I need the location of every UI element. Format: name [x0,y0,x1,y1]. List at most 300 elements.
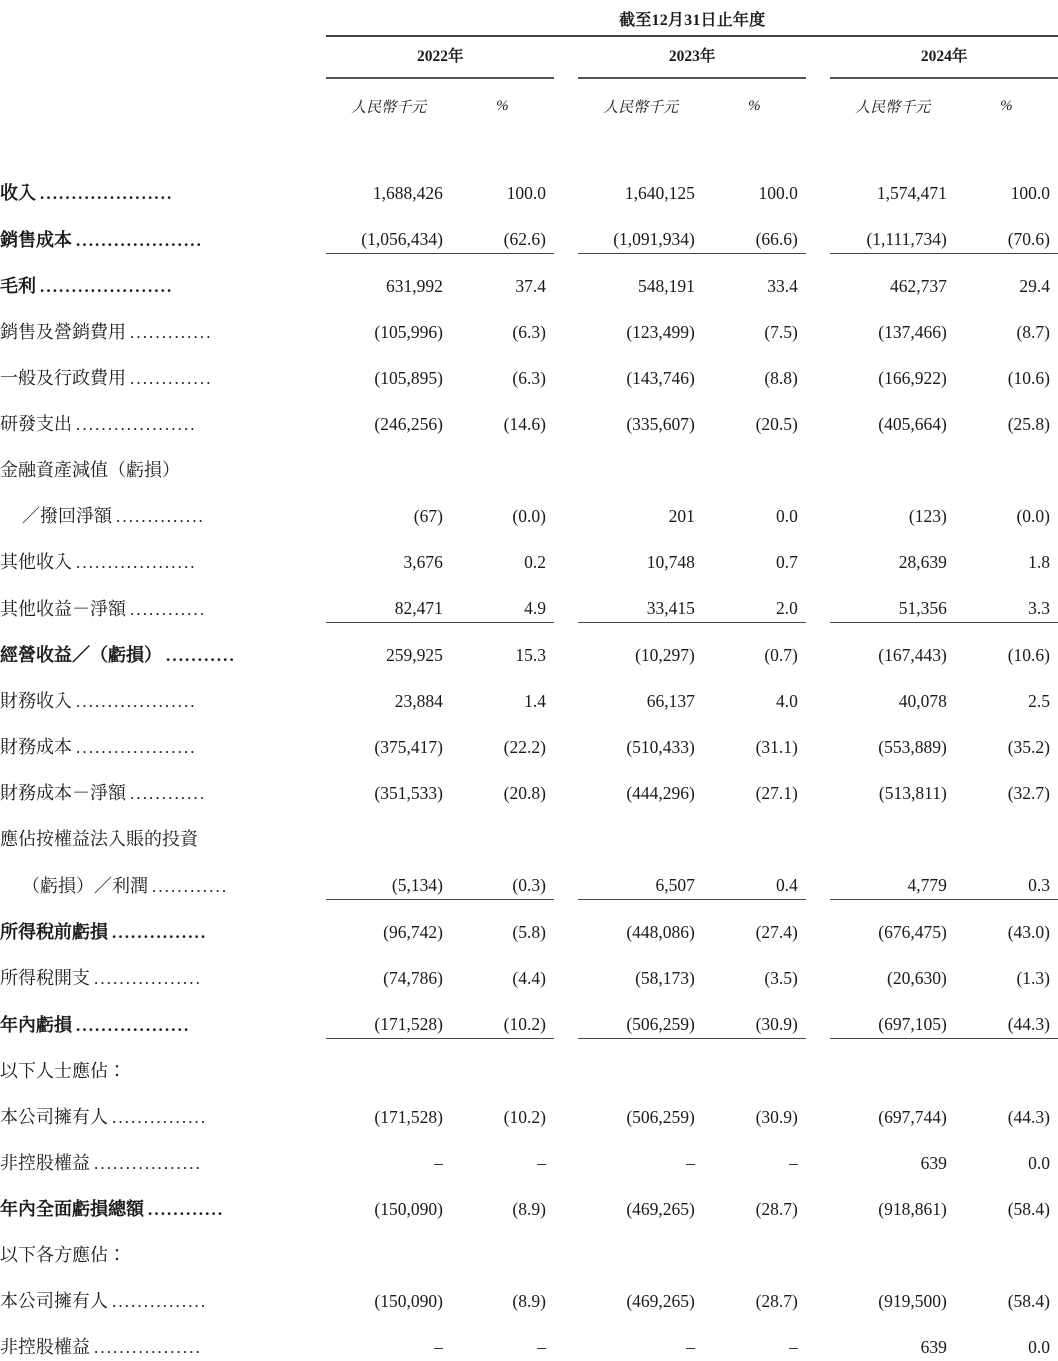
cell-2022-percent [451,438,554,484]
row-label-text: 所得稅開支 [0,968,90,989]
cell-2024-percent: (43.0) [1007,922,1050,942]
row-label-text: 本公司擁有人 [0,1107,108,1128]
table-row [0,1269,1058,1315]
unit-row-spacer [0,79,326,127]
cell-2023-percent: (20.5) [755,414,798,434]
cell-2022-amount: 3,676 [403,552,443,572]
row-leader-dots: .................. [76,1015,191,1035]
cell-2022-percent: (22.2) [503,737,546,757]
table-row [0,530,1058,576]
cell-2022-percent: – [537,1337,546,1357]
cell-2023-amount: (469,265) [626,1199,695,1219]
cell-2024-amount: 28,639 [898,552,947,572]
column-gap [806,669,830,715]
cell-2024-amount: (918,861) [878,1199,947,1219]
column-gap [554,1177,578,1223]
cell-2024-amount: (697,105) [830,992,954,1039]
unit-header-2024-amount: 人民幣千元 [855,99,931,116]
cell-2022-amount: 82,471 [326,576,450,623]
row-label-text: 財務成本 [0,737,72,758]
year-rule-2022 [326,71,553,79]
cell-2022-amount: (171,528) [374,1107,443,1127]
column-gap [554,669,578,715]
unit-header-2023-amount: 人民幣千元 [603,99,679,116]
row-label [0,576,326,623]
table-row [0,346,1058,392]
unit-header-2024-percent: % [1000,97,1013,114]
cell-2023-amount: (10,297) [635,645,695,665]
year-rule-2023 [578,71,805,79]
cell-2024-amount: (676,475) [878,922,947,942]
cell-2024-percent: (58.4) [1007,1291,1050,1311]
row-label-text: 經營收益／（虧損） [0,645,162,666]
row-label [0,392,326,438]
cell-2023-amount: 66,137 [646,691,695,711]
cell-2022-percent: 15.3 [515,645,546,665]
cell-2023-amount: (510,433) [626,737,695,757]
row-leader-dots: ................. [94,1338,202,1358]
row-leader-dots: ............... [112,923,208,943]
row-leader-dots: ................... [76,738,197,758]
cell-2023-percent: (28.7) [755,1291,798,1311]
cell-2022-amount: 1,688,426 [372,183,443,203]
cell-2023-percent: (7.5) [764,322,798,342]
year-rule-2024 [830,71,1058,79]
row-leader-dots: ............ [148,1200,225,1220]
cell-2024-percent: 29.4 [1019,276,1050,296]
year-header-row [0,37,1058,71]
column-gap [554,761,578,807]
unit-header-2022-percent: % [496,97,509,114]
row-leader-dots: ..................... [40,277,174,297]
cell-2024-percent: (32.7) [1007,783,1050,803]
column-gap [554,853,578,900]
cell-2024-amount [830,1223,954,1269]
row-label-text: 年內虧損 [0,1014,72,1035]
cell-2024-amount: 51,356 [830,576,954,623]
cell-2023-percent: (27.1) [755,783,798,803]
cell-2024-amount: (137,466) [878,322,947,342]
column-gap [554,576,578,623]
row-label [0,992,326,1039]
row-leader-dots: ................... [76,553,197,573]
cell-2022-amount: – [434,1153,443,1173]
cell-2022-amount: (105,996) [374,322,443,342]
table-row [0,254,1058,301]
column-gap [554,1085,578,1131]
cell-2023-amount: (58,173) [635,968,695,988]
cell-2022-amount: (375,417) [374,737,443,757]
cell-2022-percent: 37.4 [515,276,546,296]
period-title-row [0,0,1058,35]
cell-2022-amount: 23,884 [394,691,443,711]
column-gap [806,853,830,900]
cell-2023-percent: (0.7) [764,645,798,665]
table-row [0,853,1058,900]
cell-2022-amount: 259,925 [386,645,443,665]
cell-2024-amount: (166,922) [878,368,947,388]
cell-2024-amount: 1,574,471 [876,183,947,203]
cell-2024-amount: (553,889) [878,737,947,757]
table-row [0,1039,1058,1086]
row-label [0,669,326,715]
row-label-text: 毛利 [0,276,36,297]
row-label [0,853,326,900]
cell-2024-percent: (25.8) [1007,414,1050,434]
cell-2024-amount: 40,078 [898,691,947,711]
cell-2024-percent [955,438,1058,484]
cell-2022-amount: (150,090) [374,1291,443,1311]
cell-2024-amount: (405,664) [878,414,947,434]
cell-2023-amount: 33,415 [578,576,702,623]
row-leader-dots: ............ [152,876,229,896]
unit-header-2022-amount: 人民幣千元 [351,99,427,116]
cell-2023-amount: – [686,1337,695,1357]
cell-2022-percent: (20.8) [503,783,546,803]
cell-2024-percent: 2.5 [1028,691,1050,711]
cell-2023-percent: 0.4 [703,853,806,900]
row-label [0,761,326,807]
column-gap [554,992,578,1039]
table-row [0,1131,1058,1177]
cell-2023-amount [578,807,702,853]
column-gap [806,392,830,438]
cell-2022-percent: 100.0 [506,183,546,203]
cell-2022-amount: (171,528) [326,992,450,1039]
table-row [0,669,1058,715]
cell-2023-amount: (469,265) [626,1291,695,1311]
row-label [0,346,326,392]
cell-2024-percent [955,1039,1058,1086]
cell-2023-percent: (31.1) [755,737,798,757]
row-label-text: 非控股權益 [0,1153,90,1174]
table-row [0,623,1058,670]
row-label [0,1177,326,1223]
cell-2022-amount: (5,134) [326,853,450,900]
table-row [0,161,1058,207]
column-gap [554,530,578,576]
cell-2024-percent: (10.6) [1007,368,1050,388]
period-title: 截至12月31日止年度 [619,12,766,29]
row-label [0,900,326,947]
row-label [0,1223,326,1269]
table-row [0,900,1058,947]
row-label-text: 其他收入 [0,552,72,573]
cell-2023-percent: 2.0 [703,576,806,623]
cell-2022-amount [326,1223,450,1269]
cell-2023-amount [578,1039,702,1086]
cell-2022-amount [326,438,450,484]
row-leader-dots: ............... [112,1108,208,1128]
cell-2022-amount: (74,786) [383,968,443,988]
cell-2022-amount: (67) [413,506,443,526]
column-gap [554,807,578,853]
unit-header-2023-percent: % [748,97,761,114]
unit-gap-1 [554,79,578,127]
cell-2022-percent: – [537,1153,546,1173]
row-label-text: 財務收入 [0,691,72,712]
cell-2024-amount [830,1039,954,1086]
column-gap [806,161,830,207]
cell-2023-percent: (66.6) [703,207,806,254]
row-leader-dots: ............ [130,784,207,804]
column-gap [554,484,578,530]
cell-2023-percent: – [789,1153,798,1173]
cell-2022-amount: (105,895) [374,368,443,388]
column-gap [806,946,830,992]
cell-2024-percent: (8.7) [1016,322,1050,342]
cell-2023-amount: – [686,1153,695,1173]
cell-2024-amount [830,438,954,484]
table-row [0,1177,1058,1223]
row-leader-dots: .............. [116,507,205,527]
cell-2024-percent: (58.4) [1007,1199,1050,1219]
column-gap [806,623,830,670]
cell-2023-percent: (28.7) [755,1199,798,1219]
cell-2023-percent: 0.7 [776,552,798,572]
cell-2023-amount [578,438,702,484]
cell-2024-amount [830,807,954,853]
row-label [0,1131,326,1177]
table-row [0,484,1058,530]
cell-2022-amount: (246,256) [374,414,443,434]
year-gap-1 [554,37,578,71]
column-gap [554,1131,578,1177]
cell-2022-percent: (62.6) [451,207,554,254]
cell-2023-amount: 6,507 [578,853,702,900]
row-label [0,438,326,484]
cell-2023-percent [703,1039,806,1086]
cell-2023-percent: 100.0 [758,183,798,203]
row-label-text: 年內全面虧損總額 [0,1199,144,1220]
row-label-text: ／撥回淨額 [22,506,112,527]
cell-2024-amount: (167,443) [878,645,947,665]
column-gap [806,254,830,301]
column-gap [806,807,830,853]
cell-2023-amount: (143,746) [626,368,695,388]
row-label-text: 研發支出 [0,414,72,435]
column-gap [806,530,830,576]
table-header [0,0,1058,161]
table-body [0,161,1058,1361]
row-label [0,946,326,992]
cell-2023-amount: 10,748 [646,552,695,572]
year-rule-row [0,71,1058,79]
cell-2023-amount: 548,191 [637,276,695,296]
row-leader-dots: ........... [166,646,236,666]
column-gap [554,346,578,392]
cell-2024-amount: 639 [920,1153,947,1173]
row-label [0,530,326,576]
cell-2022-amount: (150,090) [374,1199,443,1219]
cell-2023-percent: (3.5) [764,968,798,988]
row-label-text: 銷售成本 [0,229,72,250]
column-gap [806,576,830,623]
column-gap [554,1039,578,1086]
cell-2022-amount [326,807,450,853]
table-row [0,392,1058,438]
column-gap [806,346,830,392]
table-row [0,300,1058,346]
column-gap [806,438,830,484]
unit-gap-2 [806,79,830,127]
cell-2023-amount: (506,259) [626,1107,695,1127]
cell-2022-amount: (351,533) [374,783,443,803]
row-label [0,715,326,761]
row-label-text: 非控股權益 [0,1337,90,1358]
table-row [0,946,1058,992]
column-gap [806,1223,830,1269]
cell-2023-amount [578,1223,702,1269]
cell-2023-amount: (444,296) [626,783,695,803]
cell-2024-amount: (20,630) [887,968,947,988]
row-label [0,1039,326,1086]
row-label-text: 財務成本－淨額 [0,783,126,804]
table-row [0,1223,1058,1269]
cell-2023-amount: (123,499) [626,322,695,342]
table-row [0,1085,1058,1131]
column-gap [806,761,830,807]
cell-2022-amount [326,1039,450,1086]
cell-2024-percent: 100.0 [1010,183,1050,203]
row-label [0,484,326,530]
column-gap [806,992,830,1039]
cell-2023-percent: (30.9) [703,992,806,1039]
row-label-text: 其他收益－淨額 [0,598,126,619]
row-leader-dots: ............. [130,369,213,389]
column-gap [554,1223,578,1269]
year-rule-gap-1 [554,71,578,79]
cell-2024-percent: (44.3) [955,992,1058,1039]
column-gap [554,438,578,484]
row-label-text: 一般及行政費用 [0,368,126,389]
cell-2024-percent [955,807,1058,853]
cell-2024-percent: (0.0) [1016,506,1050,526]
row-label-text: 收入 [0,183,36,204]
cell-2023-percent [703,438,806,484]
column-gap [806,1039,830,1086]
cell-2022-amount: (96,742) [383,922,443,942]
row-leader-dots: ................... [76,692,197,712]
cell-2022-percent: 1.4 [524,691,546,711]
year-row-spacer [0,37,326,71]
cell-2023-amount: (1,091,934) [578,207,702,254]
cell-2023-percent [703,1223,806,1269]
cell-2023-percent [703,807,806,853]
cell-2022-percent: (0.3) [451,853,554,900]
cell-2024-amount: 4,779 [830,853,954,900]
cell-2022-percent: 4.9 [451,576,554,623]
cell-2022-percent: (5.8) [512,922,546,942]
column-gap [806,207,830,254]
cell-2022-percent: (0.0) [512,506,546,526]
column-gap [554,254,578,301]
cell-2024-amount: 462,737 [889,276,947,296]
cell-2023-percent: 4.0 [776,691,798,711]
table-row [0,761,1058,807]
cell-2023-amount: 1,640,125 [624,183,695,203]
column-gap [554,1269,578,1315]
column-header-year-2024: 2024年 [920,48,968,65]
cell-2022-percent: (14.6) [503,414,546,434]
table-row [0,438,1058,484]
table-row [0,576,1058,623]
cell-2024-percent: 0.0 [1028,1153,1050,1173]
row-label-text: 應佔按權益法入賬的投資 [0,829,198,850]
cell-2024-percent: (1.3) [1016,968,1050,988]
cell-2024-percent: 1.8 [1028,552,1050,572]
row-label [0,807,326,853]
cell-2022-percent: (6.3) [512,368,546,388]
cell-2024-amount: (697,744) [878,1107,947,1127]
column-gap [806,715,830,761]
row-label-text: 以下各方應佔： [0,1245,126,1266]
cell-2022-percent: (8.9) [512,1291,546,1311]
row-label [0,161,326,207]
row-label [0,300,326,346]
row-label [0,207,326,254]
cell-2024-percent [955,1223,1058,1269]
column-gap [806,484,830,530]
row-leader-dots: ................. [94,1154,202,1174]
row-label-text: 以下人士應佔： [0,1061,126,1082]
table-row [0,807,1058,853]
cell-2022-percent [451,1039,554,1086]
column-gap [806,1269,830,1315]
cell-2024-percent: (70.6) [955,207,1058,254]
row-label-text: 金融資產減值（虧損） [0,460,180,481]
header-body-spacer-row [0,127,1058,161]
cell-2023-amount: (335,607) [626,414,695,434]
cell-2023-percent: 0.0 [776,506,798,526]
cell-2024-amount: (123) [908,506,947,526]
row-label-text: （虧損）／利潤 [22,875,148,896]
column-gap [554,207,578,254]
column-header-year-2022: 2022年 [416,48,464,65]
cell-2024-amount: (1,111,734) [830,207,954,254]
cell-2023-percent: (8.8) [764,368,798,388]
cell-2023-percent: (30.9) [755,1107,798,1127]
column-gap [554,623,578,670]
header-spacer [0,0,326,35]
row-leader-dots: ..................... [40,184,174,204]
cell-2024-percent: 0.3 [955,853,1058,900]
header-body-spacer [0,127,1058,161]
column-gap [554,715,578,761]
row-leader-dots: ................... [76,415,197,435]
table-row [0,715,1058,761]
column-gap [554,946,578,992]
cell-2022-percent: (8.9) [512,1199,546,1219]
year-rule-gap-2 [806,71,830,79]
cell-2024-percent: (44.3) [1007,1107,1050,1127]
row-label [0,254,326,301]
cell-2023-amount: (448,086) [626,922,695,942]
cell-2023-percent: (27.4) [755,922,798,942]
cell-2023-percent: 33.4 [767,276,798,296]
column-gap [554,161,578,207]
cell-2024-percent: (35.2) [1007,737,1050,757]
row-label-text: 銷售及營銷費用 [0,322,126,343]
cell-2022-percent [451,807,554,853]
unit-header-row [0,79,1058,127]
cell-2022-amount: (1,056,434) [326,207,450,254]
cell-2023-percent: – [789,1337,798,1357]
cell-2022-percent: (10.2) [451,992,554,1039]
cell-2022-amount: 631,992 [386,276,443,296]
column-header-year-2023: 2023年 [668,48,716,65]
cell-2024-percent: 3.3 [955,576,1058,623]
